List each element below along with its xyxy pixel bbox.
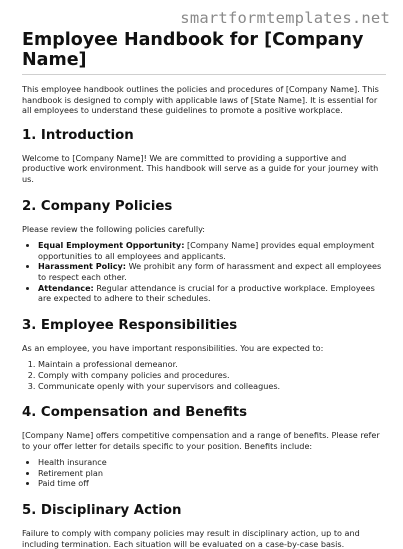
- section-heading-policies: 2. Company Policies: [22, 198, 173, 214]
- policies-paragraph: Please review the following policies carefully:: [22, 223, 205, 234]
- list-item: [38, 283, 386, 304]
- policy-label: Equal Employment Opportunity:: [38, 240, 185, 251]
- policy-label: Harassment Policy:: [38, 261, 127, 272]
- policy-text: Regular attendance is crucial for a productive workplace. Employees are expected to adhere to their schedules.: [38, 282, 375, 304]
- compensation-paragraph: [Company Name] offers competitive compensation and a range of benefits. Please refer to your offer letter for details specific to your position. Benefits include:: [22, 430, 380, 451]
- watermark: smartformtemplates.net: [180, 9, 390, 27]
- benefits-list: [22, 457, 386, 489]
- intro-paragraph: This employee handbook outlines the policies and procedures of [Company Name]. This handbook is designed to comply with applicable laws of [State Name]. It is essential for all employees to understand these guidelines to promote a positive workplace.: [22, 84, 379, 116]
- section-heading-disciplinary: 5. Disciplinary Action: [22, 503, 182, 519]
- responsibilities-paragraph: As an employee, you have important responsibilities. You are expected to:: [22, 342, 324, 353]
- policy-label: Attendance:: [38, 282, 94, 293]
- document-title: Employee Handbook for [Company Name]: [22, 30, 386, 75]
- introduction-paragraph: Welcome to [Company Name]! We are committed to providing a supportive and productive work environment. This handbook will serve as a guide for your journey with us.: [22, 152, 379, 184]
- list-item: • Paid time off: [38, 478, 386, 489]
- document-page: [22, 30, 386, 549]
- list-item: [38, 240, 386, 261]
- disciplinary-paragraph: Failure to comply with company policies may result in disciplinary action, up to and including termination. Each situation will be evaluated on a case-by-case basis.: [22, 528, 360, 549]
- policy-text: We prohibit any form of harassment and expect all employees to respect each other.: [38, 261, 382, 282]
- list-item: • Retirement plan: [38, 468, 386, 479]
- policy-text: [Company Name] provides equal employment opportunities to all employees and applicants.: [38, 240, 375, 261]
- list-item: 1. Maintain a professional demeanor.: [38, 359, 386, 370]
- list-item: • Health insurance: [38, 457, 386, 468]
- section-heading-compensation: 4. Compensation and Benefits: [22, 405, 248, 421]
- section-heading-responsibilities: 3. Employee Responsibilities: [22, 317, 238, 333]
- policies-list: [22, 240, 386, 304]
- section-heading-introduction: 1. Introduction: [22, 127, 134, 143]
- list-item: [38, 261, 386, 282]
- responsibilities-list: [22, 359, 386, 391]
- list-item: 2. Comply with company policies and procedures.: [38, 370, 386, 381]
- list-item: 3. Communicate openly with your supervisors and colleagues.: [38, 381, 386, 392]
